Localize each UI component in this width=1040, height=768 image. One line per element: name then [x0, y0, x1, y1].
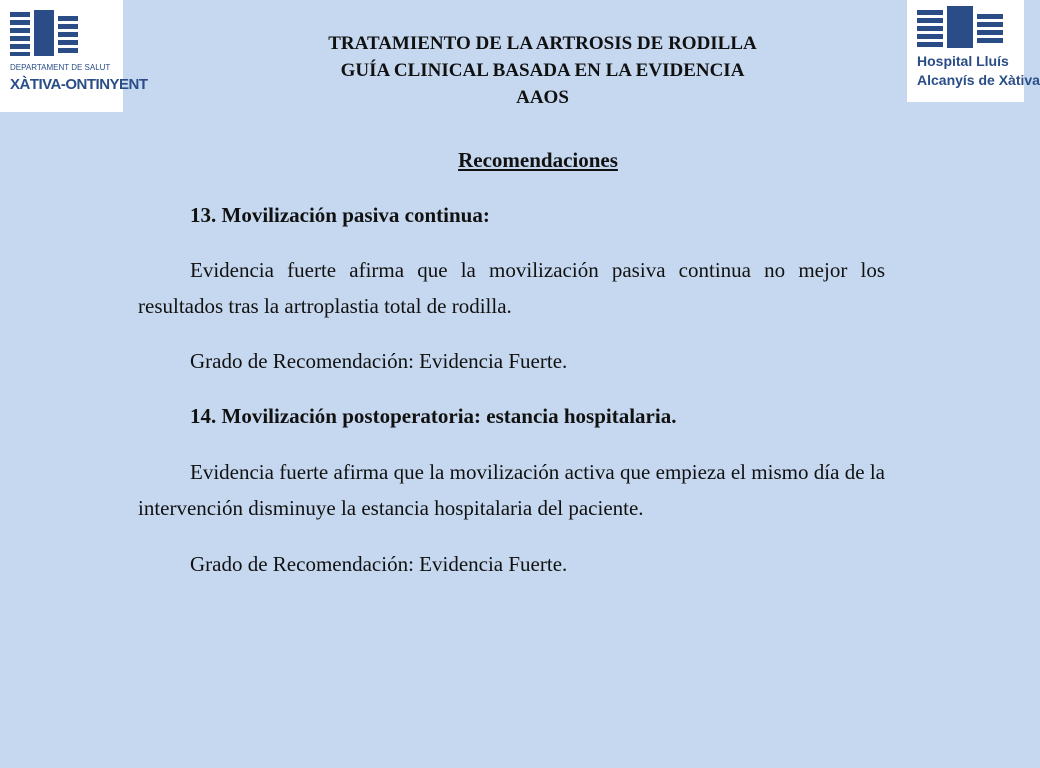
header-line-1: TRATAMIENTO DE LA ARTROSIS DE RODILLA: [328, 33, 757, 54]
rec14-title: 14. Movilización postoperatoria: estancia hospitalaria.: [190, 404, 677, 428]
logo-hospital-lluis-alcanyis: [907, 0, 1040, 102]
section-title: Recomendaciones: [458, 148, 618, 172]
logo-left-line2: XÀTIVA-ONTINYENT: [10, 76, 148, 93]
logo-left-line1: DEPARTAMENT DE SALUT: [10, 63, 111, 72]
slide-header: [180, 30, 905, 111]
rec13-grade: Grado de Recomendación: Evidencia Fuerte.: [190, 349, 568, 373]
rec13-text: Evidencia fuerte afirma que la movilización pasiva continua no mejor los resultados tras la artroplastia total de rodilla.: [138, 258, 885, 318]
rec14-grade: Grado de Recomendación: Evidencia Fuerte.: [190, 552, 568, 576]
building-icon: [917, 6, 1003, 48]
rec14-text: Evidencia fuerte afirma que la movilización activa que empieza el mismo día de la intervención disminuye la estancia hospitalaria del paciente.: [138, 460, 885, 520]
rec13-title: 13. Movilización pasiva continua:: [190, 203, 490, 227]
logo-departament-salut: [0, 0, 148, 112]
building-icon: [10, 10, 80, 56]
logo-right-line1: Hospital Lluís: [917, 53, 1009, 69]
logo-right-line2: Alcanyís de Xàtiva: [917, 72, 1040, 88]
header-line-2: GUÍA CLINICAL BASADA EN LA EVIDENCIA: [340, 60, 745, 81]
header-line-3: AAOS: [516, 87, 569, 108]
